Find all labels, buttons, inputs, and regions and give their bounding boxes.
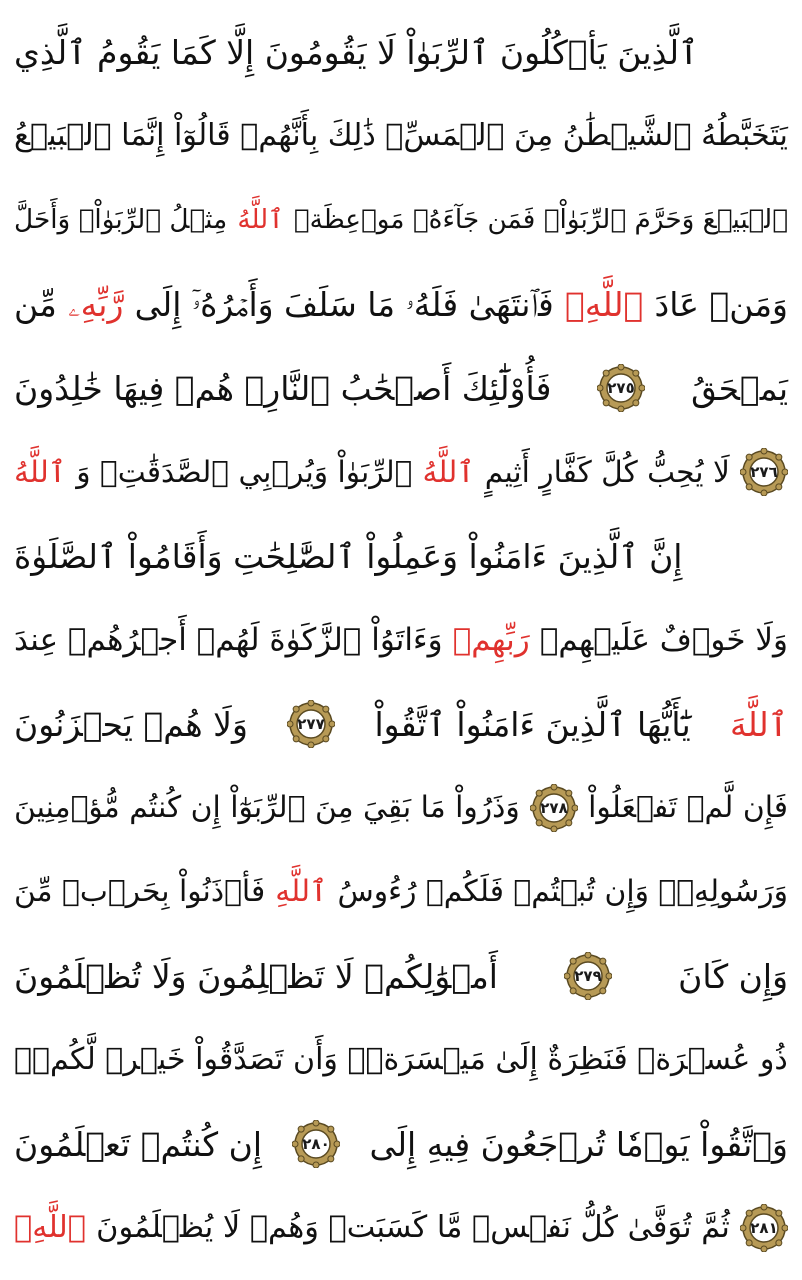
verse-text: فَٱنتَهَىٰ فَلَهُۥ مَا سَلَفَ وَأَمۡرُهُۥٓ إِلَى bbox=[134, 284, 554, 324]
verse-text: فَإِن لَّمۡ تَفۡعَلُواْ bbox=[588, 790, 788, 826]
divine-name-text: ٱللَّهَ bbox=[729, 704, 788, 744]
verse-text: وَءَاتَوُاْ ٱلزَّكَوٰةَ لَهُمۡ أَجۡرُهُمۡ عِندَ bbox=[14, 621, 443, 658]
verse-text: إِنَّ ٱلَّذِينَ ءَامَنُواْ وَعَمِلُواْ ٱلصَّٰلِحَٰتِ وَأَقَامُواْ ٱلصَّلَوٰةَ bbox=[14, 536, 683, 576]
divine-name-text: ٱللَّهِۖ bbox=[565, 284, 644, 324]
verse-line bbox=[14, 182, 788, 258]
verse-text: فَأۡذَنُواْ بِحَرۡبٖ مِّنَ bbox=[14, 874, 266, 910]
verse-text: ٱلۡبَيۡعَ وَحَرَّمَ ٱلرِّبَوٰاْۚ فَمَن جَآءَهُۥ مَوۡعِظَةٞ bbox=[293, 204, 788, 235]
divine-name-text: ٱللَّهِ bbox=[275, 874, 328, 910]
divine-name-text: رَبِّهِمۡ bbox=[452, 621, 530, 658]
verse-line bbox=[14, 1190, 788, 1266]
verse-end-marker bbox=[597, 364, 645, 412]
verse-end-marker bbox=[287, 700, 335, 748]
verse-line bbox=[14, 1022, 788, 1098]
verse-lines bbox=[14, 14, 788, 1266]
verse-text: يَمۡحَقُ bbox=[691, 368, 788, 408]
verse-end-marker bbox=[564, 952, 612, 1000]
verse-line bbox=[14, 434, 788, 510]
verse-line bbox=[14, 266, 788, 342]
verse-ornament-icon bbox=[287, 700, 335, 748]
verse-line bbox=[14, 518, 788, 594]
verse-text: ٱلرِّبَوٰاْ وَيُرۡبِي ٱلصَّدَقَٰتِۗ وَ bbox=[76, 454, 413, 490]
verse-ornament-icon bbox=[740, 1204, 788, 1252]
verse-line bbox=[14, 854, 788, 930]
verse-number: ٢٧٨ bbox=[540, 799, 568, 817]
verse-line bbox=[14, 770, 788, 846]
verse-text: ثُمَّ تُوَفَّىٰ كُلُّ نَفۡسٖ مَّا كَسَبَتۡ وَهُمۡ لَا يُظۡلَمُونَ bbox=[96, 1209, 730, 1245]
verse-line bbox=[14, 1106, 788, 1182]
verse-line bbox=[14, 98, 788, 174]
verse-text: ٱلَّذِينَ يَأۡكُلُونَ ٱلرِّبَوٰاْ لَا يَقُومُونَ إِلَّا كَمَا يَقُومُ ٱلَّذِي bbox=[14, 32, 699, 72]
verse-end-marker bbox=[292, 1120, 340, 1168]
divine-name-text: ٱللَّهُ bbox=[422, 454, 475, 490]
verse-text: مِثۡلُ ٱلرِّبَوٰاْۗ وَأَحَلَّ bbox=[14, 204, 228, 235]
verse-ornament-icon bbox=[597, 364, 645, 412]
verse-line bbox=[14, 350, 788, 426]
divine-name-text: ٱللَّهُ bbox=[237, 204, 284, 235]
verse-text: وَرَسُولِهِۦۖ وَإِن تُبۡتُمۡ فَلَكُمۡ رُءُوسُ bbox=[337, 874, 788, 910]
verse-text: وَٱتَّقُواْ يَوۡمٗا تُرۡجَعُونَ فِيهِ إِلَى bbox=[369, 1124, 788, 1164]
divine-name-text: ٱللَّهِۖ bbox=[14, 1209, 86, 1245]
verse-end-marker bbox=[740, 448, 788, 496]
verse-text: وَإِن كَانَ bbox=[678, 956, 788, 996]
verse-text: يَتَخَبَّطُهُ ٱلشَّيۡطَٰنُ مِنَ ٱلۡمَسِّۚ ذَٰلِكَ بِأَنَّهُمۡ قَالُوٓاْ إِنَّمَا ٱلۡبَيۡعُ bbox=[14, 117, 788, 153]
verse-line bbox=[14, 686, 788, 762]
verse-number: ٢٧٩ bbox=[574, 967, 602, 985]
verse-end-marker bbox=[740, 1204, 788, 1252]
verse-line bbox=[14, 602, 788, 678]
verse-text: أَمۡوَٰلِكُمۡ لَا تَظۡلِمُونَ وَلَا تُظۡلَمُونَ bbox=[14, 956, 498, 996]
verse-number: ٢٨٠ bbox=[302, 1135, 330, 1153]
verse-text: وَذَرُواْ مَا بَقِيَ مِنَ ٱلرِّبَوٰٓاْ إِن كُنتُم مُّؤۡمِنِينَ bbox=[14, 790, 520, 826]
verse-line bbox=[14, 938, 788, 1014]
verse-text: وَمَنۡ عَادَ bbox=[654, 284, 788, 324]
verse-ornament-icon bbox=[530, 784, 578, 832]
verse-text: وَلَا خَوۡفٌ عَلَيۡهِمۡ bbox=[539, 621, 788, 658]
verse-ornament-icon bbox=[564, 952, 612, 1000]
verse-line bbox=[14, 14, 788, 90]
verse-end-marker bbox=[530, 784, 578, 832]
divine-name-text: ٱللَّهُ bbox=[14, 454, 67, 490]
verse-text: فَأُوْلَٰٓئِكَ أَصۡحَٰبُ ٱلنَّارِۖ هُمۡ فِيهَا خَٰلِدُونَ bbox=[14, 368, 552, 408]
verse-number: ٢٧٧ bbox=[297, 715, 325, 733]
verse-number: ٢٧٥ bbox=[607, 379, 635, 397]
verse-text: ذُو عُسۡرَةٖ فَنَظِرَةٌ إِلَىٰ مَيۡسَرَةٖۚ وَأَن تَصَدَّقُواْ خَيۡرٞ لَّكُمۡۖ bbox=[14, 1041, 788, 1077]
verse-text: إِن كُنتُمۡ تَعۡلَمُونَ bbox=[14, 1124, 262, 1164]
verse-text: يَٰٓأَيُّهَا ٱلَّذِينَ ءَامَنُواْ ٱتَّقُواْ bbox=[374, 704, 691, 744]
verse-text: لَا يُحِبُّ كُلَّ كَفَّارٍ أَثِيمٍ bbox=[484, 454, 730, 490]
verse-text: وَلَا هُمۡ يَحۡزَنُونَ bbox=[14, 704, 248, 744]
verse-number: ٢٨١ bbox=[750, 1219, 778, 1237]
divine-name-text: رَّبِّهِۦ bbox=[68, 284, 124, 324]
verse-text: مِّن bbox=[14, 284, 57, 324]
verse-number: ٢٧٦ bbox=[750, 463, 778, 481]
verse-ornament-icon bbox=[740, 448, 788, 496]
verse-ornament-icon bbox=[292, 1120, 340, 1168]
